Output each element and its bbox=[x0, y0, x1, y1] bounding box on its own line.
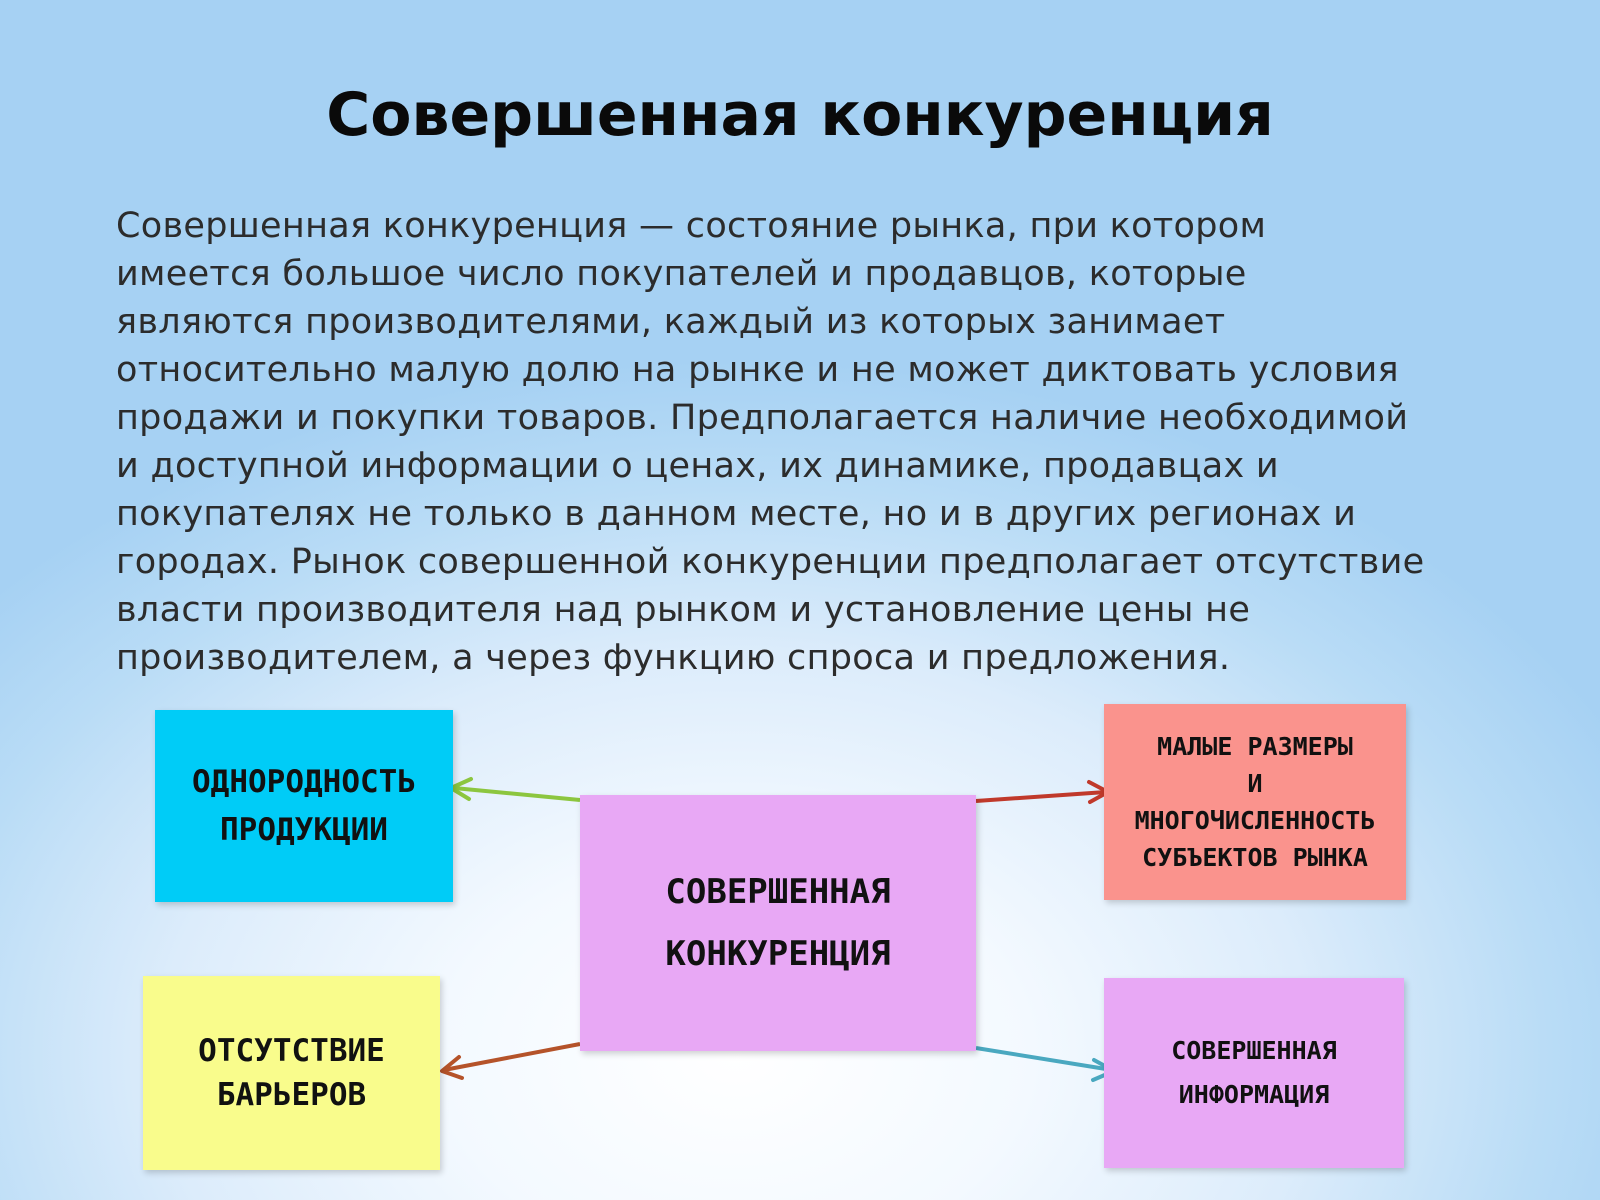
node-perfect-info bbox=[1104, 978, 1404, 1168]
node-label: КОНКУРЕНЦИЯ bbox=[665, 934, 891, 974]
paragraph-line: Совершенная конкуренция — состояние рынка, при котором bbox=[116, 206, 1267, 246]
node-label: ОДНОРОДНОСТЬ bbox=[192, 764, 416, 800]
arrow-to-perfect-info bbox=[976, 1048, 1114, 1080]
paragraph-line: городах. Рынок совершенной конкуренции предполагает отсутствие bbox=[116, 542, 1425, 582]
node-small-size bbox=[1104, 704, 1406, 900]
node-label: СОВЕРШЕННАЯ bbox=[665, 872, 891, 912]
paragraph-line: продажи и покупки товаров. Предполагается наличие необходимой bbox=[116, 398, 1409, 438]
paragraph-line: покупателях не только в данном месте, но и в других регионах и bbox=[116, 494, 1357, 534]
node-homogeneity bbox=[155, 710, 453, 902]
node-label: ПРОДУКЦИИ bbox=[220, 812, 388, 848]
arrow-to-small-size bbox=[976, 782, 1108, 802]
paragraph-line: имеется большое число покупателей и продавцов, которые bbox=[116, 254, 1247, 294]
paragraph-line: и доступной информации о ценах, их динамике, продавцах и bbox=[116, 446, 1279, 486]
arrow-to-homogeneity bbox=[451, 779, 580, 800]
node-label: МАЛЫЕ РАЗМЕРЫ bbox=[1157, 732, 1353, 761]
node-label: СУБЪЕКТОВ РЫНКА bbox=[1142, 843, 1368, 872]
paragraph-line: относительно малую долю на рынке и не может диктовать условия bbox=[116, 350, 1399, 390]
node-label: БАРЬЕРОВ bbox=[216, 1077, 367, 1113]
node-label: СОВЕРШЕННАЯ bbox=[1171, 1036, 1337, 1065]
paragraph-line: власти производителя над рынком и установление цены не bbox=[116, 590, 1251, 630]
node-no-barriers bbox=[143, 976, 440, 1170]
node-label: ОТСУТСТВИЕ bbox=[198, 1033, 385, 1069]
paragraph-line: производителем, а через функцию спроса и предложения. bbox=[116, 638, 1231, 678]
node-label: ИНФОРМАЦИЯ bbox=[1178, 1080, 1330, 1109]
slide-title: Совершенная конкуренция bbox=[326, 80, 1274, 150]
paragraph-line: являются производителями, каждый из которых занимает bbox=[116, 302, 1226, 342]
arrow-to-no-barriers bbox=[442, 1044, 580, 1078]
node-label: МНОГОЧИСЛЕННОСТЬ bbox=[1134, 806, 1376, 835]
node-label: И bbox=[1247, 769, 1263, 798]
center-node-perfect-competition bbox=[580, 795, 976, 1051]
